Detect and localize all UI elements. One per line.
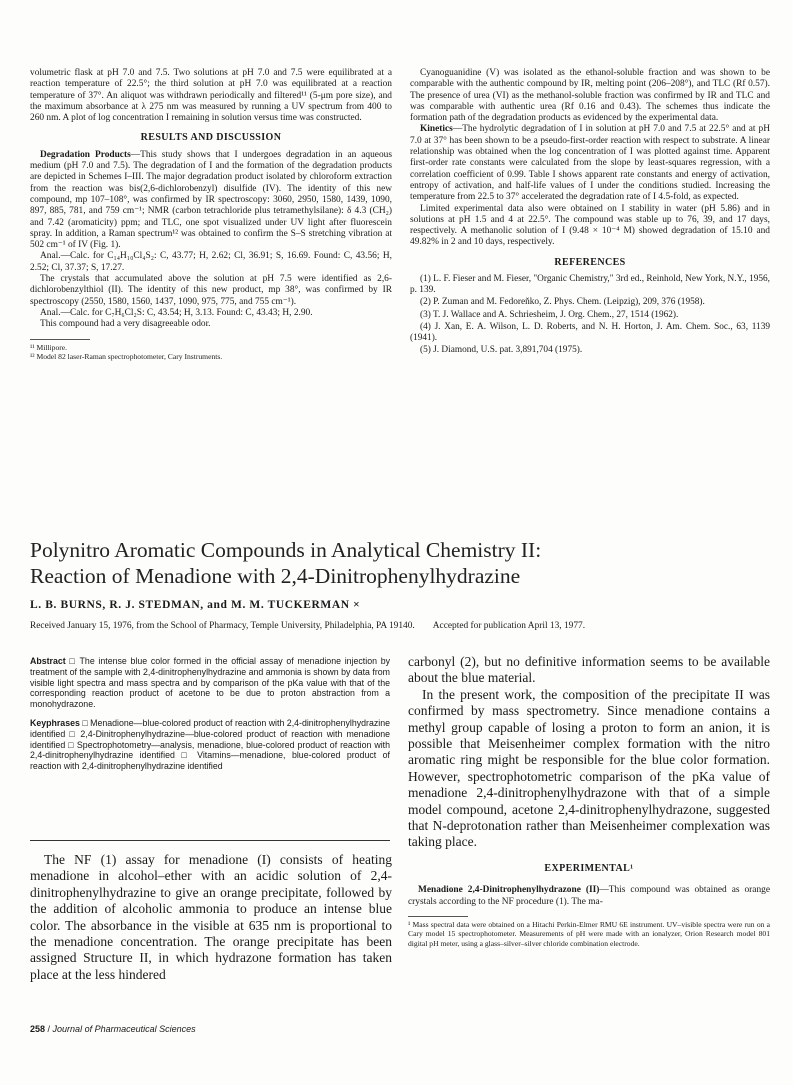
abstract-label: Abstract □ (30, 656, 76, 666)
abstract-block (30, 656, 390, 780)
journal-name: Journal of Pharmaceutical Sciences (52, 1024, 196, 1034)
title-line-1: Polynitro Aromatic Compounds in Analytical Chemistry II: (30, 538, 542, 562)
footnote-11: ¹¹ Millipore. (30, 342, 68, 352)
footnote-rule (30, 339, 90, 340)
degradation-text: —This study shows that I undergoes degradation in an aqueous medium (pH 7.0 and 7.5). The degradation of I and the formation of the degradation products are depicted in Schemes I–III. The major degradation product isolated by chloroform extraction from the reaction was bis(2,6-dichlorobenzyl) disulfide (IV). The identity of this new compound, mp 107–108°, was confirmed by IR spectroscopy: 3060, 2950, 1580, 1439, 1090, 897, 885, 781, and 759 cm⁻¹; NMR (carbon tetrachloride plus tetramethylsilane): δ 4.3 (CH₂) and 7.42 (aromaticity) ppm; and TLC, one spot visualized under UV light after fluorescein spray. In addition, a Raman spectrum¹² was obtained to confirm the S–S stretching vibration at 502 cm⁻¹ of IV (Fig. 1). (30, 149, 392, 251)
experimental-paragraph (408, 885, 770, 908)
accepted-date: Accepted for publication April 13, 1977. (432, 621, 586, 631)
crystals-paragraph: The crystals that accumulated above the solution at pH 7.5 were identified as 2,6-dichlorobenzylthiol (II). The identity of this new product, mp 38°, was confirmed by IR spectroscopy (2550, 1580, 1560, 1437, 1090, 975, 775, and 755 cm⁻¹). (30, 274, 392, 307)
intro-paragraph: The NF (1) assay for menadione (I) consists of heating menadione in alcohol–ether with an acidic solution of 2,4-dinitrophenylhydrazine to give an orange precipitate, followed by the addition of alcoholic ammonia to produce an intense blue color. The absorbance in the visible at 635 nm is proportional to the menadione concentration. The orange precipitate has been assigned Structure II, in which hydrazone formation has taken place at the less hindered (30, 852, 392, 982)
degradation-label: Degradation Products (40, 149, 131, 160)
odor-paragraph: This compound had a very disagreeable odor. (40, 319, 211, 330)
references-heading: REFERENCES (554, 256, 626, 268)
top-right-column (410, 68, 770, 357)
kinetics-label: Kinetics (420, 124, 453, 135)
results-heading: RESULTS AND DISCUSSION (140, 132, 282, 144)
reference-3: (3) T. J. Wallace and A. Schriesheim, J. Org. Chem., 27, 1514 (1962). (420, 309, 679, 320)
authors: L. B. BURNS, R. J. STEDMAN, and M. M. TUCKERMAN × (30, 599, 361, 611)
abstract (30, 656, 390, 710)
kinetics-text: —The hydrolytic degradation of I in solution at pH 7.0 and 7.5 at 22.5° and at pH 7.0 at 37° has been shown to be a pseudo-first-order reaction with respect to substrate. A linear relationship was obtained when the log concentration of I was plotted against time. Apparent first-order rate constants were calculated from the slope by least-squares regression, with a correlation coefficient of 0.99. Table I shows apparent rate constants and energy of activation, entropy of activation, and half-life values of I under the conditions studied. Increasing the temperature from 22.5 to 37° accelerated the degradation rate of I 4.5-fold, as expected. (410, 124, 770, 203)
experimental-label: Menadione 2,4-Dinitrophenylhydrazone (II) (418, 885, 600, 896)
anal-paragraph-1: Anal.—Calc. for C₁₄H₁₀Cl₄S₂: C, 43.77; H, 2.62; Cl, 36.91; S, 16.69. Found: C, 43.56; H, 2.52; Cl, 37.37; S, 17.27. (30, 251, 392, 273)
reference-5: (5) J. Diamond, U.S. pat. 3,891,704 (1975). (420, 345, 583, 356)
reference-1: (1) L. F. Fieser and M. Fieser, "Organic Chemistry," 3rd ed., Reinhold, New York, N.Y., 1956, p. 139. (410, 274, 770, 296)
reference-2: (2) P. Zuman and M. Fedoreňko, Z. Phys. Chem. (Leipzig), 209, 376 (1958). (420, 297, 705, 308)
footnote-rule-2 (408, 916, 468, 917)
keyphrases-text: Menadione—blue-colored product of reaction with 2,4-dinitrophenylhydrazine identified □ 2,4-Dinitrophenylhydrazine—blue-colored product of reaction with menadione identified □ Spectrophotometry—analysis, menadione, blue-colored product of reaction with 2,4-dinitrophenylhydrazine identified □ Vitamins—menadione, blue-colored product of reaction with 2,4-dinitrophenylhydrazine identified (30, 717, 390, 772)
degradation-paragraph (30, 150, 392, 252)
abstract-text: The intense blue color formed in the official assay of menadione injection by treatment of the sample with 2,4-dinitrophenylhydrazine and ammonia is shown by data from visible light spectra and mass spectra and by comparison of the pKa value with that of the corresponding reaction product of acetone to be due to proton abstraction from a monohydrazone. (30, 656, 390, 710)
experimental-heading: EXPERIMENTAL¹ (544, 862, 634, 874)
abstract-divider (30, 840, 390, 841)
page-number: 258 (30, 1024, 46, 1034)
body-right-column (408, 654, 770, 948)
experimental-text: —This compound was obtained as orange crystals according to the NF procedure (1). The ma- (408, 885, 770, 907)
page-footer: 258 / Journal of Pharmaceutical Sciences (30, 1024, 196, 1034)
kinetics-paragraph (410, 124, 770, 203)
intro-continuation: carbonyl (2), but no definitive information seems to be available about the blue material. (408, 654, 770, 686)
method-paragraph: volumetric flask at pH 7.0 and 7.5. Two solutions at pH 7.0 and 7.5 were equilibrated at a reaction temperature of 22.5°; the third solution at pH 7.0 was equilibrated at a reaction temperature of 37°. An aliquot was withdrawn periodically and filtered¹¹ (5-μm pore size), and the maximum absorbance at λ 275 nm was measured by running a UV spectrum from 400 to 260 nm. A plot of log concentration I remaining in solution versus time was constructed. (30, 68, 392, 124)
received-date: Received January 15, 1976, from the School of Pharmacy, Temple University, Philadelphia, PA 19140. (30, 621, 415, 631)
footnote-12: ¹² Model 82 laser-Raman spectrophotometer, Cary Instruments. (30, 352, 223, 362)
cyanoguanidine-paragraph: Cyanoguanidine (V) was isolated as the ethanol-soluble fraction and was shown to be comparable with the authentic compound by IR, melting point (206–208°), and TLC (Rf 0.57). The presence of urea (VI) as the methanol-soluble fraction was confirmed by IR and TLC and was comparable with authentic urea (Rf 0.16 and 0.43). The schemes thus indicate the formation path of the degradation products as evidenced by the experimental data. (410, 68, 770, 124)
title-line-2: Reaction of Menadione with 2,4-Dinitrophenylhydrazine (30, 564, 521, 588)
footnote-1: ¹ Mass spectral data were obtained on a Hitachi Perkin-Elmer RMU 6E instrument. UV–visible spectra were run on a Cary model 15 spectrophotometer. Measurements of pH were made with an ionalyzer, Orion Research model 801 digital pH meter, using a glass–silver–silver chloride combination electrode. (408, 919, 770, 948)
anal-paragraph-2: Anal.—Calc. for C₇H₆Cl₂S: C, 43.54; H, 3.13. Found: C, 43.43; H, 2.90. (40, 307, 313, 318)
top-left-column (30, 68, 392, 362)
received-line (30, 621, 790, 632)
reference-4: (4) J. Xan, E. A. Wilson, L. D. Roberts, and N. H. Horton, J. Am. Chem. Soc., 63, 1139 (1941). (410, 321, 770, 344)
article-title (30, 537, 770, 589)
keyphrases (30, 718, 390, 772)
present-work-paragraph: In the present work, the composition of the precipitate II was confirmed by mass spectrometry. Since menadione contains a methyl group capable of losing a proton to form an anion, it is possible that Meisenheimer complex formation with the nitro aromatic ring might be responsible for the blue color formation. However, spectrophotometric comparison of the pKa value of menadione 2,4-dinitrophenylhydrazone with that of a simple model compound, acetone 2,4-dinitrophenylhydrazone, suggested that N-deprotonation rather than Meisenheimer complexation was taking place. (408, 686, 770, 850)
stability-paragraph: Limited experimental data also were obtained on I stability in water (pH 5.86) and in solutions at pH 1.5 and 4 at 22.5°. The compound was stable up to 76, 39, and 17 days, respectively. A methanolic solution of I (9.48 × 10⁻⁴ M) showed degradation of 15.10 and 49.82% in 2 and 10 days, respectively. (410, 203, 770, 248)
body-left-column (30, 852, 392, 983)
keyphrases-label: Keyphrases □ (30, 717, 88, 728)
